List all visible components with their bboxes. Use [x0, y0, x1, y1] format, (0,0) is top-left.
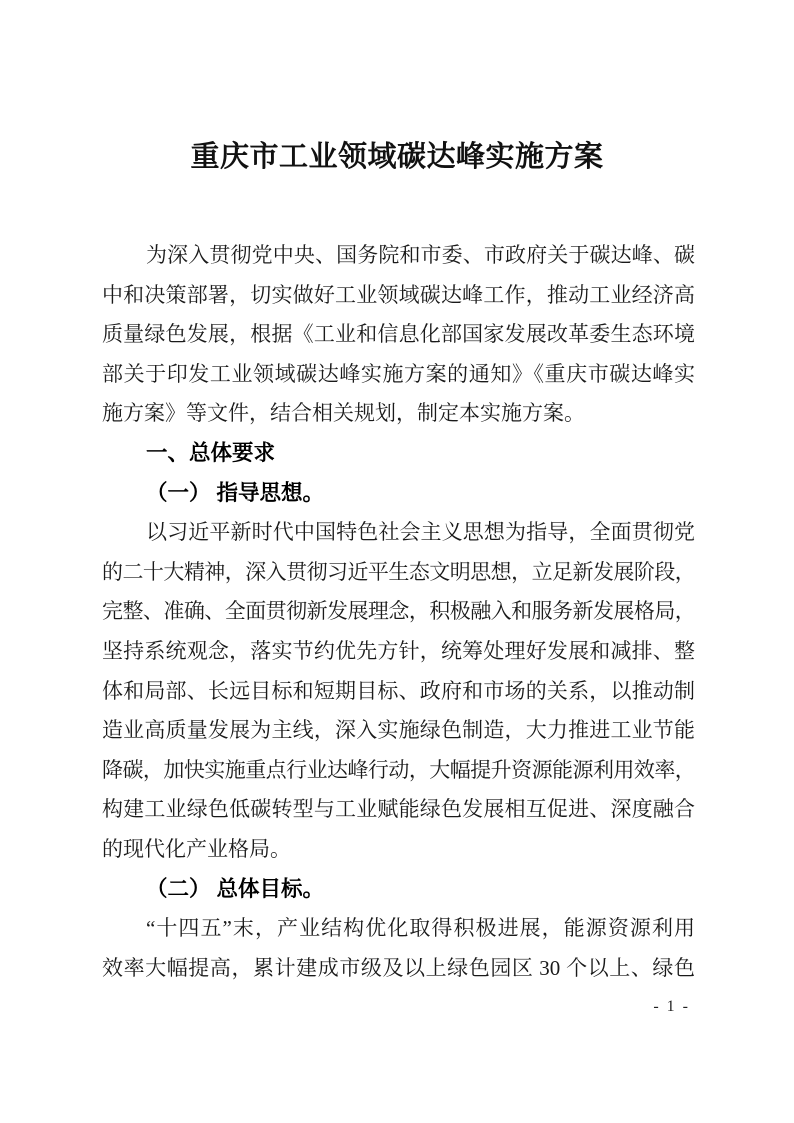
document-line: 为深入贯彻党中央、国务院和市委、市政府关于碳达峰、碳 [146, 243, 695, 267]
page-title: 重庆市工业领域碳达峰实施方案 [190, 141, 604, 173]
document-line: 的现代化产业格局。 [102, 836, 291, 861]
document-line: 完整、准确、全面贯彻新发展理念，积极融入和服务新发展格局， [102, 599, 695, 624]
document-line: 施方案》等文件，结合相关规划，制定本实施方案。 [102, 401, 585, 426]
section-heading: 一、总体要求 [146, 440, 276, 465]
document-line: 造业高质量发展为主线，深入实施绿色制造，大力推进工业节能 [102, 718, 695, 743]
page-number: - 1 - [653, 998, 690, 1015]
document-line: 以习近平新时代中国特色社会主义思想为指导，全面贯彻党 [146, 520, 695, 545]
document-body [102, 236, 695, 988]
document-line: 部关于印发工业领域碳达峰实施方案的通知》《重庆市碳达峰实 [102, 361, 695, 386]
section-heading: （二） 总体目标。 [146, 876, 324, 901]
section-heading: （一） 指导思想。 [146, 480, 324, 505]
document-line: 坚持系统观念，落实节约优先方针，统筹处理好发展和减排、整 [102, 638, 695, 663]
document-line: 体和局部、长远目标和短期目标、政府和市场的关系，以推动制 [102, 678, 695, 703]
document-line: “十四五”末，产业结构优化取得积极进展，能源资源利用 [146, 916, 695, 941]
document-line: 降碳，加快实施重点行业达峰行动，大幅提升资源能源利用效率， [102, 757, 695, 782]
document-line: 的二十大精神，深入贯彻习近平生态文明思想，立足新发展阶段， [102, 559, 695, 584]
document-line: 质量绿色发展，根据《工业和信息化部国家发展改革委生态环境 [102, 322, 695, 347]
document-line: 中和决策部署，切实做好工业领域碳达峰工作，推动工业经济高 [102, 282, 695, 307]
document-line: 效率大幅提高，累计建成市级及以上绿色园区 30 个以上、绿色 [102, 955, 695, 980]
document-line: 构建工业绿色低碳转型与工业赋能绿色发展相互促进、深度融合 [102, 797, 695, 822]
